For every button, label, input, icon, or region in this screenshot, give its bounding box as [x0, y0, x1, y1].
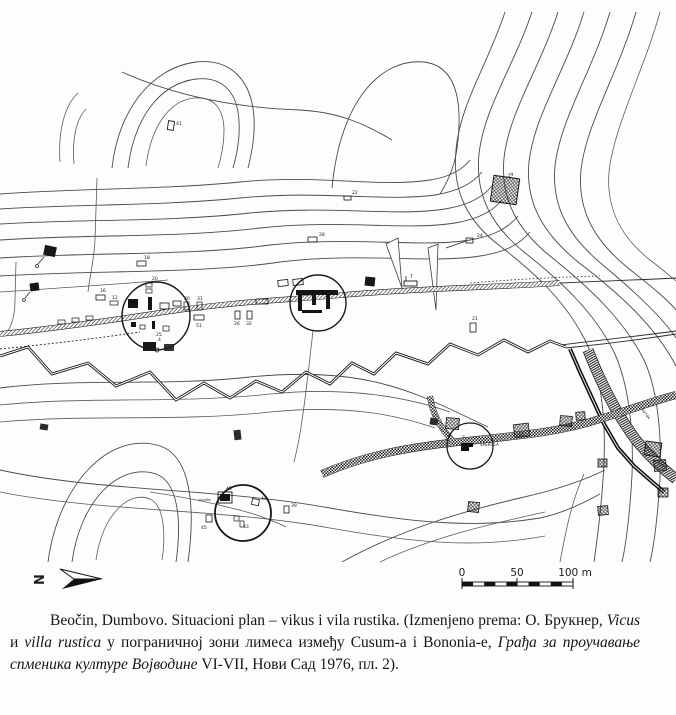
- scale-100-label: 100 m: [558, 567, 592, 579]
- label-44: 44: [261, 497, 267, 502]
- label-26: 26: [234, 322, 240, 327]
- spekula-label: SPEKULA: [480, 442, 499, 447]
- label-21: 21: [472, 317, 478, 322]
- label-7: 7: [462, 436, 465, 441]
- label-29: 29: [507, 172, 515, 180]
- caption-seg-3: и: [10, 634, 25, 651]
- scale-0-label: 0: [458, 567, 466, 579]
- label-24: 24: [477, 234, 483, 239]
- label-T: T: [410, 275, 413, 280]
- label-25: 25: [156, 333, 162, 338]
- caption-seg-7: VI-VII, Нови Сад 1976, пл. 2).: [197, 656, 399, 673]
- label-45: 45: [201, 526, 207, 531]
- label-22: 22: [352, 191, 358, 196]
- label-16: 16: [100, 289, 106, 294]
- caption-seg-5: у пограничној зони лимеса између Cusum-a i Bononia-e,: [101, 634, 498, 651]
- label-40: 40: [226, 487, 232, 492]
- figure-caption: [0, 610, 676, 676]
- label-30: 30: [184, 297, 190, 302]
- label-20: 20: [152, 277, 158, 282]
- caption-seg-1: Beočin, Dumbovo. Situacioni plan – vikus i vila rustika. (Izmenjeno prema: O. Брукнер,: [50, 612, 607, 629]
- label-51: 51: [196, 324, 202, 329]
- caption-seg-gradja: Грађа за проучавање спменика културе Војводине: [10, 634, 641, 673]
- label-18: 18: [144, 256, 150, 261]
- scale-50-label: 50: [510, 567, 524, 579]
- north-letter: N: [33, 574, 48, 585]
- label-4: 4: [158, 338, 161, 343]
- caption-seg-vicus: Vicus: [606, 612, 640, 629]
- label-28: 28: [319, 233, 325, 238]
- potok-label: поток: [638, 407, 651, 422]
- label-31: 31: [197, 297, 203, 302]
- label-41: 41: [176, 122, 182, 127]
- label-43: 43: [243, 525, 249, 530]
- label-32: 32: [246, 322, 252, 327]
- koliba-label: колиба: [198, 498, 211, 502]
- caption-seg-villa-rustica: villa rustica: [24, 634, 102, 651]
- label-12: 12: [112, 296, 118, 301]
- label-39: 39: [291, 504, 297, 509]
